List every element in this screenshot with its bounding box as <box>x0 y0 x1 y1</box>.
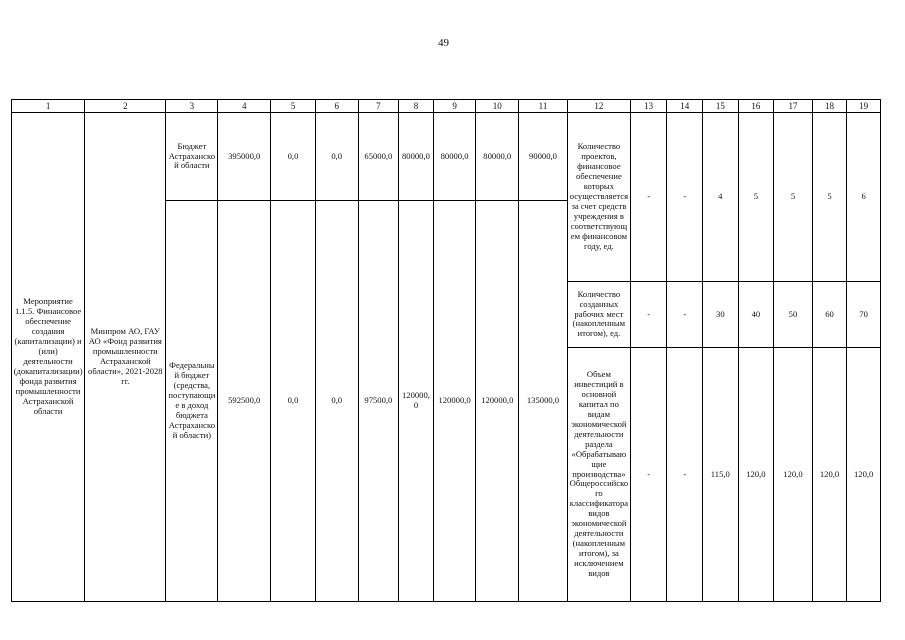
header-cell: 18 <box>812 100 847 113</box>
header-cell: 4 <box>218 100 271 113</box>
indicator-value: 6 <box>847 113 881 282</box>
indicator-name: Объем инвестиций в основной капитал по видам экономической деятельности раздела «Обрабатывающие производства» Общероссийского классификатора видов экономической деятельности (накопленным итогом), за исключением видов <box>567 348 630 602</box>
header-cell: 14 <box>667 100 703 113</box>
indicator-value: 50 <box>774 282 813 348</box>
indicator-value: - <box>667 282 703 348</box>
header-cell: 11 <box>519 100 568 113</box>
funding-value: 0,0 <box>315 113 358 201</box>
funding-value: 120000,0 <box>476 201 519 602</box>
funding-value: 135000,0 <box>519 201 568 602</box>
funding-source: Бюджет Астраханской области <box>166 113 218 201</box>
header-cell: 5 <box>271 100 316 113</box>
header-cell: 6 <box>315 100 358 113</box>
funding-value: 0,0 <box>271 113 316 201</box>
indicator-value: 120,0 <box>738 348 774 602</box>
indicator-value: 5 <box>812 113 847 282</box>
header-cell: 2 <box>85 100 166 113</box>
header-cell: 8 <box>399 100 434 113</box>
indicator-value: 120,0 <box>774 348 813 602</box>
executor-name: Минпром АО, ГАУ АО «Фонд развития промышленности Астраханской области», 2021-2028 гг. <box>85 113 166 602</box>
funding-value: 395000,0 <box>218 113 271 201</box>
header-cell: 15 <box>703 100 739 113</box>
header-cell: 9 <box>433 100 476 113</box>
table-row <box>12 113 881 201</box>
indicator-value: 120,0 <box>812 348 847 602</box>
header-cell: 17 <box>774 100 813 113</box>
header-row <box>12 100 881 113</box>
indicator-value: 5 <box>774 113 813 282</box>
indicator-value: - <box>630 282 667 348</box>
header-cell: 13 <box>630 100 667 113</box>
indicator-value: 30 <box>703 282 739 348</box>
indicator-value: - <box>667 113 703 282</box>
funding-value: 80000,0 <box>476 113 519 201</box>
funding-value: 0,0 <box>271 201 316 602</box>
page-number: 49 <box>438 37 449 49</box>
funding-value: 80000,0 <box>433 113 476 201</box>
funding-value: 592500,0 <box>218 201 271 602</box>
header-cell: 10 <box>476 100 519 113</box>
indicator-value: 120,0 <box>847 348 881 602</box>
funding-value: 90000,0 <box>519 113 568 201</box>
indicator-value: - <box>667 348 703 602</box>
indicator-value: 5 <box>738 113 774 282</box>
event-name: Мероприятие 1.1.5. Финансовое обеспечение создания (капитализации) и (или) деятельности (докапитализации) фонда развития промышленности Астраханской области <box>12 113 85 602</box>
funding-value: 120000,0 <box>399 201 434 602</box>
indicator-name: Количество созданных рабочих мест (накопленным итогом), ед. <box>567 282 630 348</box>
indicator-value: 40 <box>738 282 774 348</box>
header-cell: 7 <box>358 100 399 113</box>
program-table <box>11 99 881 602</box>
indicator-value: 70 <box>847 282 881 348</box>
header-cell: 1 <box>12 100 85 113</box>
funding-value: 80000,0 <box>399 113 434 201</box>
header-cell: 19 <box>847 100 881 113</box>
indicator-value: - <box>630 348 667 602</box>
header-cell: 16 <box>738 100 774 113</box>
indicator-value: 4 <box>703 113 739 282</box>
funding-value: 0,0 <box>315 201 358 602</box>
header-cell: 3 <box>166 100 218 113</box>
funding-value: 97500,0 <box>358 201 399 602</box>
indicator-value: 60 <box>812 282 847 348</box>
indicator-name: Количество проектов, финансовое обеспечение которых осуществляется за счет средств учреждения в соответствующем финансовом году, ед. <box>567 113 630 282</box>
indicator-value: - <box>630 113 667 282</box>
funding-value: 65000,0 <box>358 113 399 201</box>
funding-source: Федеральный бюджет (средства, поступающие в доход бюджета Астраханской области) <box>166 201 218 602</box>
indicator-value: 115,0 <box>703 348 739 602</box>
header-cell: 12 <box>567 100 630 113</box>
funding-value: 120000,0 <box>433 201 476 602</box>
